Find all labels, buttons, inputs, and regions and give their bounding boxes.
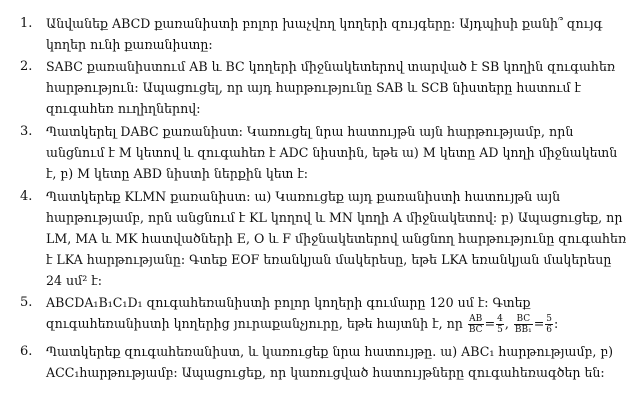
problem-text-line: ABCDA₁B₁C₁D₁ զուգահեռանիստի բոլոր կողերի գումարը 120 սմ է: Գտեք <box>46 295 531 310</box>
problem-text-line: Պատկերել DABC քառանիստ: Կառուցել նրա հատույթն այն հարթությամբ, որն <box>46 124 574 139</box>
problem-text-line: հարթություն: Ապացուցել, որ այդ հարթությունը SAB և SCB նիստերը հատում է <box>46 80 581 95</box>
problem-text-line: ACC₁հարթությամբ: Ապացուցեք, որ կառուցված հատույթները զուգահեռագծեր են: <box>46 365 605 380</box>
ratio-value-fraction: $\frac{4}{5}$ <box>497 314 503 335</box>
problem-text-line: 24 սմ² է: <box>46 273 102 288</box>
problem-text-line: Անվանեք ABCD քառանիստի բոլոր խաչվող կողերի զույգերը: Այդպիսի քանի՞ զույգ <box>46 16 603 31</box>
problem-text-line: հարթությամբ, որն անցնում է KL կողով և MN կողի A միջնակետով: բ) Ապացուցեք, որ <box>46 210 623 225</box>
problem-number: 1. <box>20 16 33 31</box>
problem-text-line: է LKA հարթությանը: Գտեք EOF եռանկյան մակերեսը, եթե LKA եռանկյան մակերեսը <box>46 252 612 267</box>
problem-text-line: կողեր ունի քառանիստը: <box>46 37 213 52</box>
problem-number: 6. <box>20 344 33 359</box>
problem-number: 4. <box>20 189 33 204</box>
problem-text-line: Պատկերեք զուգահեռանիստ, և կառուցեք նրա հատույթը. ա) ABC₁ հարթությամբ, բ) <box>46 344 614 359</box>
ratio-fraction-bc-bb1: $\frac{BC}{\text{BB₁}}$ <box>514 314 532 335</box>
problem-number: 2. <box>20 59 33 74</box>
problem-number: 5. <box>20 295 33 310</box>
problem-number: 3. <box>20 124 33 139</box>
problem-text-line: է, բ) M կետը ABD նիստի ներքին կետ է: <box>46 166 309 181</box>
problem-text-line: SABC քառանիստում AB և BC կողերի միջնակետերով տարված է SB կողին զուգահեռ <box>46 59 616 74</box>
problem-text-segment: զուգահեռանիստի կողերից յուրաքանչյուրը, եթե հայտնի է, որ <box>46 316 463 331</box>
problem-text-line: զուգահեռ ուղիղներով: <box>46 101 201 116</box>
problem-text-line: LM, MA և MK հատվածների E, O և F միջնակետերով անցնող հարթությունը զուգահեռ <box>46 231 627 246</box>
ratio-fraction-ab-bc: $\frac{AB}{BC}$ <box>468 314 483 335</box>
problem-text-line: անցնում է M կետով և զուգահեռ է ADC նիստին, եթե ա) M կետը AD կողի միջնակետն <box>46 145 618 160</box>
problem-text-line: Պատկերեք KLMN քառանիստ: ա) Կառուցեք այդ քառանիստի հատույթն այն <box>46 189 561 204</box>
ratio-value-fraction: $\frac{5}{6}$ <box>546 314 553 335</box>
problem-text-line: զուգահեռանիստի կողերից յուրաքանչյուրը, եթե հայտնի է, որ $\frac{AB}{BC}$ = $\frac{4}{5}$ , $\frac{BC}{\text{BB₁}}$ = $\frac{5}{6}$ : <box>46 314 559 335</box>
